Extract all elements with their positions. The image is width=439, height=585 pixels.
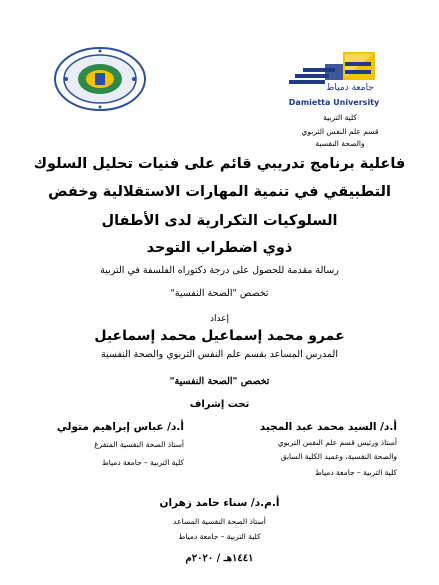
university-name-arabic-logo: جامعة دمياط bbox=[326, 83, 374, 93]
author-name: عمرو محمد إسماعيل محمد إسماعيل bbox=[94, 328, 345, 344]
thesis-title-line-4: ذوي اضطراب التوحد bbox=[146, 240, 293, 256]
supervisor-2-name: أ.د/ عباس إبراهيم متولي bbox=[56, 421, 184, 433]
thesis-purpose: رسالة مقدمة للحصول على درجة دكتوراه الفلسفة في التربية bbox=[100, 265, 339, 276]
faculty-name: كلية التربية bbox=[323, 113, 357, 122]
faculty-of-education-seal bbox=[52, 46, 148, 112]
university-name-english: Damietta University bbox=[288, 98, 380, 107]
department-line-2: والصحة النفسية bbox=[315, 139, 365, 148]
supervisor-3-affiliation: كلية التربية – جامعة دمياط bbox=[178, 532, 261, 541]
publication-year: ١٤٤١هـ / ٢٠٢٠م bbox=[185, 553, 254, 564]
supervision-heading: تحت إشراف bbox=[189, 399, 250, 410]
supervisor-3-title: أستاذ الصحة النفسية المساعد bbox=[173, 517, 266, 526]
supervisor-1-affiliation: كلية التربية – جامعة دمياط bbox=[314, 468, 397, 477]
thesis-title-line-3: السلوكيات التكرارية لدى الأطفال bbox=[101, 213, 338, 229]
thesis-title-line-2: التطبيقي في تنمية المهارات الاستقلالية وخفض bbox=[48, 184, 391, 200]
supervisor-2-title: أستاذ الصحة النفسية المتفرغ bbox=[94, 440, 184, 449]
supervisor-1-name: أ.د/ السيد محمد عبد المجيد bbox=[259, 421, 397, 433]
thesis-title-line-1: فاعلية برنامج تدريبي قائم على فنيات تحليل السلوك bbox=[33, 156, 406, 172]
supervisor-1-title: أستاذ ورئيس قسم علم النفس التربوي bbox=[277, 438, 397, 447]
prepared-by-label: إعداد bbox=[209, 314, 230, 324]
supervisor-3-name: أ.م.د/ سناء حامد زهران bbox=[159, 497, 280, 509]
supervisor-1-title-continued: والصحة النفسية، وعميد الكلية السابق bbox=[280, 452, 397, 461]
supervisor-2-affiliation: كلية التربية – جامعة دمياط bbox=[101, 458, 184, 467]
department-line-1: قسم علم النفس التربوي bbox=[301, 127, 379, 136]
author-specialization: تخصص "الصحة النفسية" bbox=[169, 376, 270, 387]
author-position: المدرس المساعد بقسم علم النفس التربوي والصحة النفسية bbox=[101, 349, 338, 360]
specialization: تخصص "الصحة النفسية" bbox=[170, 288, 269, 299]
